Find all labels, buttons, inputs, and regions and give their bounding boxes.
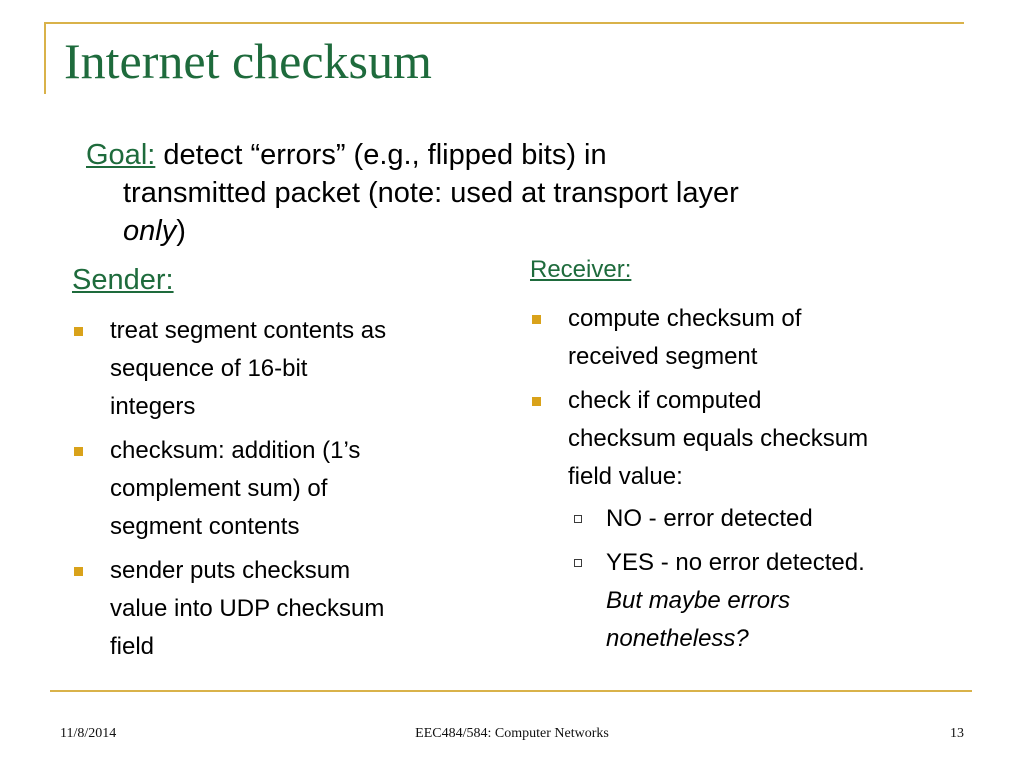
hollow-square-bullet-icon — [574, 515, 582, 523]
bullet-line: check if computed — [568, 387, 762, 414]
goal-line-3-end: ) — [176, 215, 186, 247]
bullet-line: value into UDP checksum — [110, 595, 385, 622]
sub-bullet-text: YES - no error detected. — [606, 549, 865, 576]
sub-bullet-text: NO - error detected — [606, 505, 813, 532]
sender-bullet — [72, 312, 492, 426]
receiver-bullet-list — [530, 300, 970, 664]
slide-title: Internet checksum — [64, 33, 432, 89]
bullet-line: complement sum) of — [110, 475, 328, 502]
bullet-line: received segment — [568, 343, 758, 370]
sender-heading: Sender: — [72, 264, 174, 296]
hollow-square-bullet-icon — [574, 559, 582, 567]
sender-bullet — [72, 552, 492, 666]
left-border-line — [44, 22, 46, 94]
sub-bullet-italic: But maybe errors — [606, 587, 791, 614]
goal-line-1 — [86, 136, 936, 174]
footer-divider — [50, 690, 972, 692]
goal-line-3 — [86, 212, 936, 250]
bullet-line: sequence of 16-bit — [110, 355, 308, 382]
bullet-line: field value: — [568, 463, 683, 490]
receiver-heading: Receiver: — [530, 256, 632, 283]
square-bullet-icon — [74, 447, 83, 456]
footer-date: 11/8/2014 — [60, 726, 117, 741]
receiver-sub-list — [568, 500, 970, 658]
square-bullet-icon — [532, 397, 541, 406]
sub-bullet-yes — [568, 544, 970, 658]
bullet-line: sender puts checksum — [110, 557, 351, 584]
footer-course: EEC484/584: Computer Networks — [415, 726, 609, 741]
bullet-line: checksum equals checksum — [568, 425, 869, 452]
goal-only-italic: only — [123, 215, 177, 247]
goal-label: Goal: — [86, 139, 156, 171]
square-bullet-icon — [74, 327, 83, 336]
sender-bullet-list — [72, 312, 492, 672]
sender-bullet — [72, 432, 492, 546]
square-bullet-icon — [532, 315, 541, 324]
goal-text-1: detect “errors” (e.g., flipped bits) in — [155, 139, 607, 171]
top-border-line — [44, 22, 964, 24]
bullet-line: compute checksum of — [568, 305, 802, 332]
bullet-line: field — [110, 633, 155, 660]
goal-statement — [86, 136, 936, 250]
sub-bullet-no — [568, 500, 970, 538]
goal-line-2: transmitted packet (note: used at transport layer — [123, 177, 739, 209]
bullet-line: checksum: addition (1’s — [110, 437, 361, 464]
bullet-line: segment contents — [110, 513, 300, 540]
sub-bullet-italic: nonetheless? — [606, 625, 749, 652]
bullet-line: integers — [110, 393, 196, 420]
receiver-bullet — [530, 300, 970, 376]
square-bullet-icon — [74, 567, 83, 576]
slide-number: 13 — [950, 726, 964, 741]
bullet-line: treat segment contents as — [110, 317, 387, 344]
receiver-bullet — [530, 382, 970, 658]
